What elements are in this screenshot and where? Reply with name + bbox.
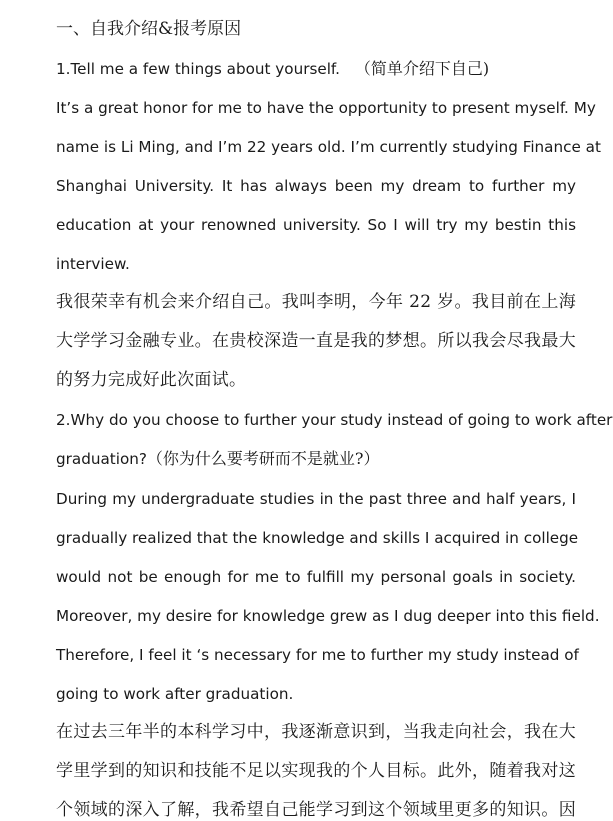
section-heading: 一、自我介绍&报考原因 — [56, 19, 242, 39]
answer-1-en-line: interview. — [56, 255, 130, 273]
answer-1-en-line: name is Li Ming, and I’m 22 years old. I’m currently studying Finance at — [56, 138, 601, 156]
answer-1-en-line: Shanghai University. It has always been my dream to further my — [56, 177, 576, 195]
answer-2-zh-line: 学里学到的知识和技能不足以实现我的个人目标。此外，随着我对这 — [56, 761, 576, 781]
question-1 — [56, 58, 576, 80]
answer-2-en-line: Moreover, my desire for knowledge grew as I dug deeper into this field. — [56, 607, 600, 625]
answer-1-zh-line: 我很荣幸有机会来介绍自己。我叫李明，今年 22 岁。我目前在上海 — [56, 292, 576, 312]
answer-1-zh-line: 的努力完成好此次面试。 — [56, 370, 247, 390]
question-1-text: 1.Tell me a few things about yourself. — [56, 60, 340, 78]
question-2-line: graduation? — [56, 450, 147, 468]
question-2-line: 2.Why do you choose to further your study instead of going to work after — [56, 411, 613, 429]
answer-2-en-line: would not be enough for me to fulfill my personal goals in society. — [56, 568, 576, 586]
answer-2-en-line: gradually realized that the knowledge and skills I acquired in college — [56, 529, 579, 547]
answer-2-en-line: going to work after graduation. — [56, 685, 294, 703]
question-2 — [56, 448, 576, 470]
answer-1-en-line: education at your renowned university. So I will try my bestin this — [56, 216, 576, 234]
question-1-translation: （简单介绍下自己) — [354, 59, 490, 78]
answer-2-en-line: During my undergraduate studies in the past three and half years, I — [56, 490, 576, 508]
answer-1-en-line: It’s a great honor for me to have the opportunity to present myself. My — [56, 99, 596, 117]
answer-2-en-line: Therefore, I feel it ‘s necessary for me to further my study instead of — [56, 646, 579, 664]
question-2-translation: （你为什么要考研而不是就业?） — [146, 449, 380, 468]
answer-2-zh-line: 个领域的深入了解，我希望自己能学习到这个领域里更多的知识。因 — [56, 800, 576, 820]
answer-1-zh-line: 大学学习金融专业。在贵校深造一直是我的梦想。所以我会尽我最大 — [56, 331, 576, 351]
answer-2-zh-line: 在过去三年半的本科学习中，我逐渐意识到，当我走向社会，我在大 — [56, 722, 576, 742]
